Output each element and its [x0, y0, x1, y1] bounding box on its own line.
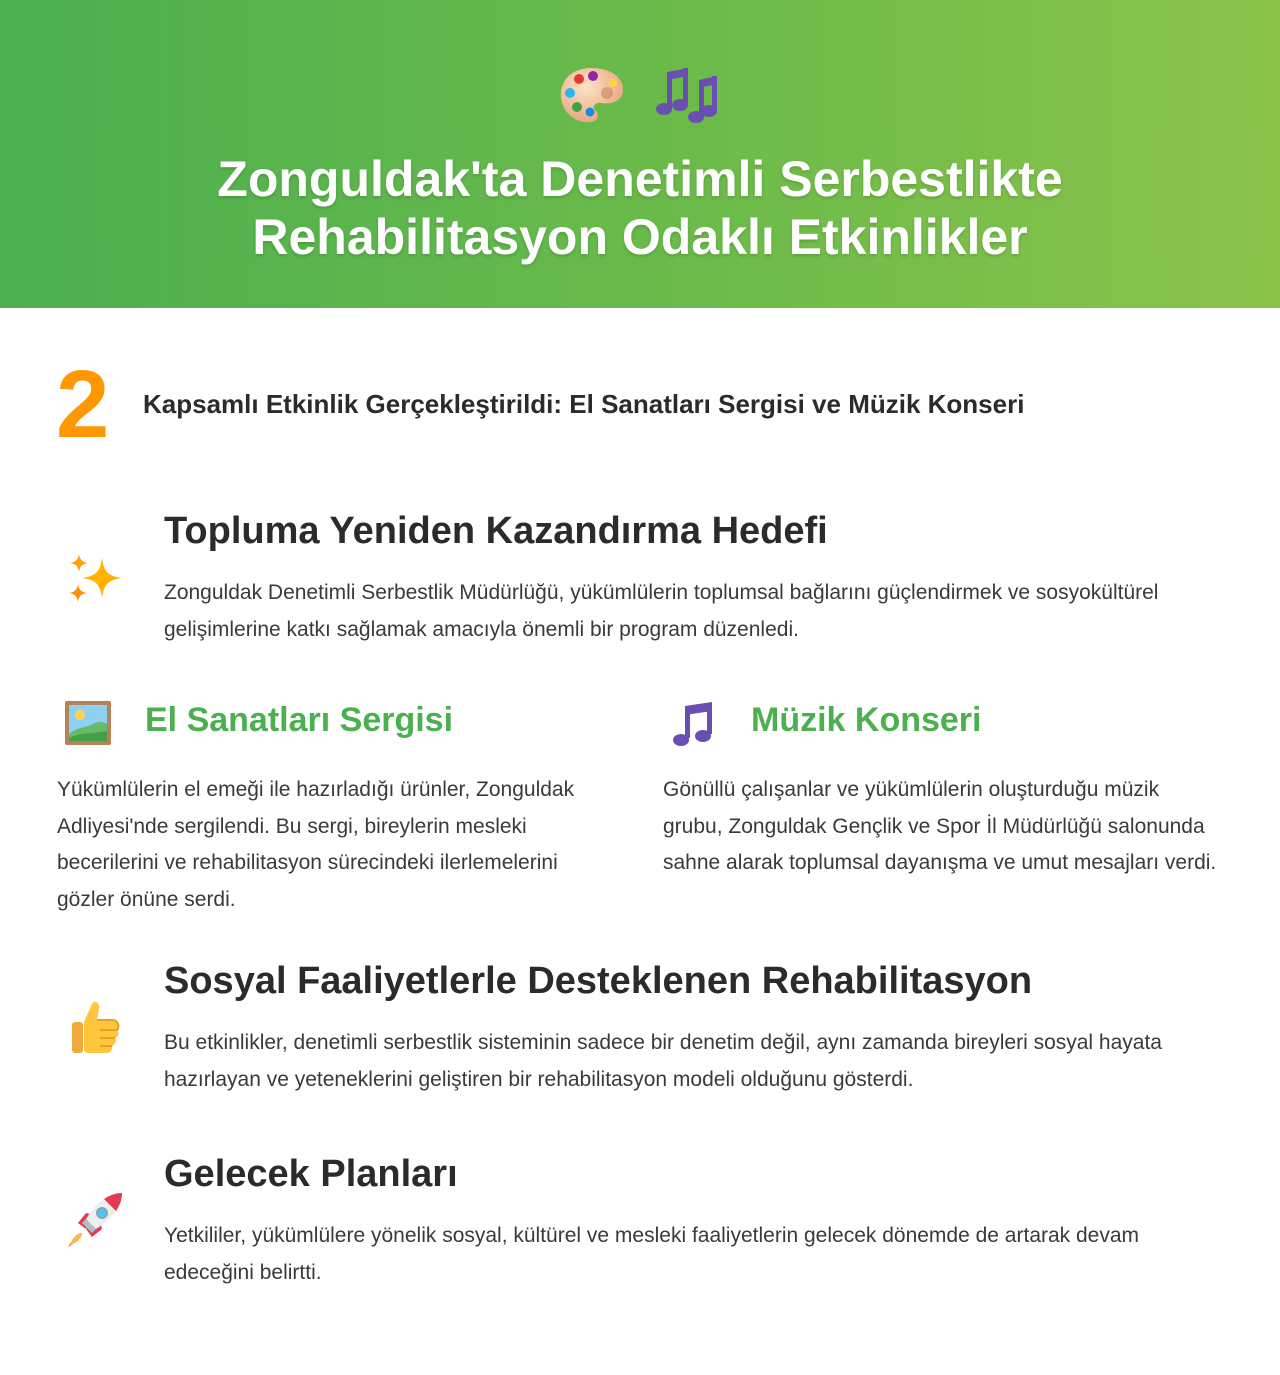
header-banner	[0, 0, 1280, 308]
page-title	[60, 150, 1220, 266]
section-exhibition-text: Yükümlülerin el emeği ile hazırladığı ürünler, Zonguldak Adliyesi'nde sergilendi. Bu sergi, bireylerin mesleki becerilerini ve rehabilitasyon sürecindeki ilerlemelerini gözler önüne serdi.	[57, 778, 575, 911]
section-goal-text: Zonguldak Denetimli Serbestlik Müdürlüğü, yükümlülerin toplumsal bağlarını güçlendirmek ve sosyokültürel gelişimlerine katkı sağlamak amacıyla önemli bir program düzenledi.	[164, 581, 1159, 641]
framed-picture-icon	[63, 698, 113, 748]
thumbs-up-icon	[64, 996, 126, 1058]
sparkles-icon	[64, 548, 126, 610]
musical-note-icon	[669, 700, 719, 750]
page-title-line1: Zonguldak'ta Denetimli Serbestlikte	[217, 151, 1063, 207]
stat-label: Kapsamlı Etkinlik Gerçekleştirildi: El Sanatları Sergisi ve Müzik Konseri	[143, 389, 1025, 419]
header-icons	[0, 60, 1280, 134]
rocket-icon	[64, 1189, 126, 1251]
section-future-text: Yetkililer, yükümlülere yönelik sosyal, kültürel ve mesleki faaliyetlerin gelecek dönemde de artarak devam edeceğini belirtti.	[164, 1224, 1140, 1284]
page-title-line2: Rehabilitasyon Odaklı Etkinlikler	[252, 209, 1028, 265]
section-support-title: Sosyal Faaliyetlerle Desteklenen Rehabilitasyon	[164, 960, 1033, 1002]
palette-icon	[555, 60, 627, 132]
stat-number: 2	[56, 351, 110, 458]
section-future-title: Gelecek Planları	[164, 1153, 458, 1195]
musical-notes-icon	[653, 60, 725, 132]
section-support-text: Bu etkinlikler, denetimli serbestlik sisteminin sadece bir denetim değil, aynı zamanda bireyleri sosyal hayata hazırlayan ve yeteneklerini geliştiren bir rehabilitasyon modeli olduğunu gösterdi.	[164, 1031, 1162, 1091]
section-concert-text: Gönüllü çalışanlar ve yükümlülerin oluşturduğu müzik grubu, Zonguldak Gençlik ve Spor İl Müdürlüğü salonunda sahne alarak toplumsal dayanışma ve umut mesajları verdi.	[663, 778, 1217, 874]
stat-highlight	[56, 350, 1236, 460]
section-goal-title: Topluma Yeniden Kazandırma Hedefi	[164, 510, 828, 552]
section-exhibition-title: El Sanatları Sergisi	[145, 701, 454, 739]
section-concert-title: Müzik Konseri	[751, 701, 982, 739]
